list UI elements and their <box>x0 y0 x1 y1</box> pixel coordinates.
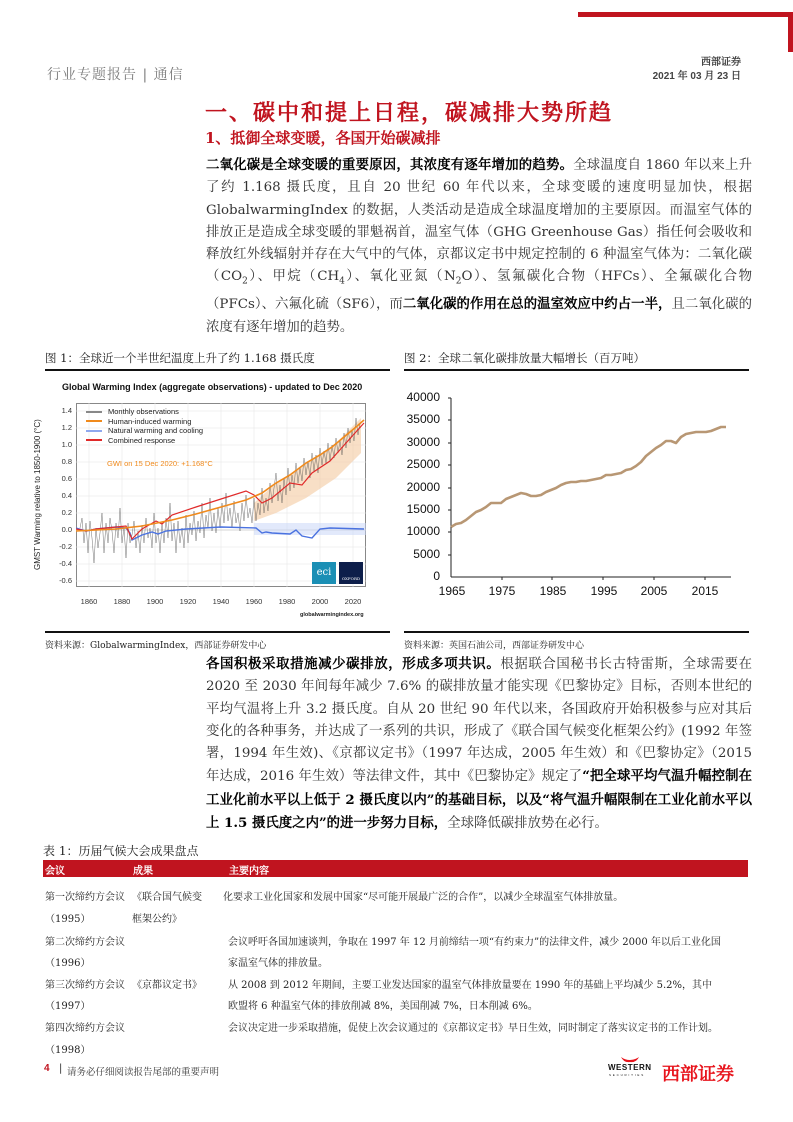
legend-item <box>86 426 203 436</box>
x-tick: 1975 <box>488 584 516 598</box>
table-cell-result: 《京都议定书》 <box>132 980 202 991</box>
subsection-heading: 1、抵御全球变暖，各国开始碳减排 <box>205 129 441 147</box>
legend-item <box>86 417 203 427</box>
y-tick: 0.6 <box>61 474 72 483</box>
paragraph-co2-cause <box>206 154 752 339</box>
logo-brand-cn: 西部证券 <box>662 1064 734 1085</box>
figure2-bottom-rule <box>404 631 749 633</box>
x-tick: 1860 <box>80 597 98 606</box>
legend-swatch-blue <box>86 430 102 432</box>
y-tick: -0.4 <box>59 559 72 568</box>
legend-label: Combined response <box>108 435 176 445</box>
y-tick: 20000 <box>406 480 440 494</box>
x-tick: 2000 <box>311 597 329 606</box>
chart1-legend <box>86 407 203 445</box>
table-cell-meeting: 第三次缔约方会议 <box>45 980 125 991</box>
y-tick: -0.6 <box>59 576 72 585</box>
x-tick: 1985 <box>539 584 567 598</box>
legend-label: Monthly observations <box>108 407 179 417</box>
logo-securities: SECURITIES <box>609 1073 646 1077</box>
oxford-logo: OXFORD <box>339 562 363 584</box>
x-tick: 1960 <box>245 597 263 606</box>
eci-logo: eci <box>312 562 336 584</box>
subscript: 2 <box>455 277 462 288</box>
legend-label: Human-induced warming <box>108 416 192 426</box>
legend-label: Natural warming and cooling <box>108 426 204 436</box>
legend-item <box>86 436 203 446</box>
x-tick: 1980 <box>278 597 296 606</box>
y-tick: 0 <box>433 569 440 583</box>
header-brand: 西部证券 <box>701 57 741 68</box>
y-tick: 25000 <box>406 457 440 471</box>
table-cell-meeting: 第一次缔约方会议 <box>45 892 125 903</box>
y-tick: 30000 <box>406 435 440 449</box>
y-tick: 10000 <box>406 524 440 538</box>
header-accent-bar <box>578 12 793 17</box>
y-tick: 0.8 <box>61 457 72 466</box>
x-tick: 1995 <box>590 584 618 598</box>
chart1-annotation: GWI on 15 Dec 2020: +1.168°C <box>107 459 213 468</box>
x-tick: 2015 <box>691 584 719 598</box>
table-header-meeting: 会议 <box>45 866 65 877</box>
table-cell-meeting: 第二次缔约方会议 <box>45 937 125 948</box>
y-tick: 35000 <box>406 412 440 426</box>
figure1-source: 资料来源：GlobalwarmingIndex，西部证券研发中心 <box>45 641 267 651</box>
logo-western: WESTERN <box>608 1063 652 1072</box>
x-tick: 1920 <box>179 597 197 606</box>
disclaimer-note: 请务必仔细阅读报告尾部的重要声明 <box>67 1067 220 1078</box>
table-cell-result: 框架公约》 <box>132 914 182 925</box>
paragraph-text: ）、甲烷（CH <box>247 269 340 285</box>
legend-swatch-gray <box>86 411 102 413</box>
section-heading: 一、碳中和提上日程，碳减排大势所趋 <box>205 100 614 126</box>
table-cell-result: 《联合国气候变 <box>132 892 202 903</box>
table-header-content: 主要内容 <box>229 866 269 877</box>
legend-swatch-red <box>86 439 102 441</box>
paragraph-consensus <box>206 653 752 835</box>
table-cell-meeting: 第四次缔约方会议 <box>45 1023 125 1034</box>
chart1-credit: globalwarmingindex.org <box>300 612 364 618</box>
y-tick: 1.0 <box>61 440 72 449</box>
x-tick: 1900 <box>146 597 164 606</box>
paragraph-text: O）、氢氟碳化合物（HFCs）、全氟碳化合物（PFCs）、六氟化硫（SF6），而 <box>206 269 752 313</box>
page-number: 4 <box>44 1063 50 1074</box>
table-cell-content: 会议呼吁各国加速谈判，争取在 1997 年 12 月前缔结一项“有约束力”的法律文件，减少 2000 年以后工业化国 <box>228 937 721 948</box>
header-accent-bar-vertical <box>788 12 793 52</box>
figure1-bottom-rule <box>45 631 390 633</box>
figure2-caption: 图 2：全球二氧化碳排放量大幅增长（百万吨） <box>404 351 645 365</box>
x-tick: 2020 <box>344 597 362 606</box>
table-cell-meeting-year: （1998） <box>45 1045 91 1056</box>
paragraph-text: 且二氧化碳的浓度有逐年增加的趋势。 <box>206 297 752 335</box>
y-tick: 0.0 <box>61 525 72 534</box>
table-cell-content: 从 2008 到 2012 年期间，主要工业发达国家的温室气体排放量要在 1990 年的基础上平均减少 5.2%，其中 <box>228 980 713 991</box>
chart1-title: Global Warming Index (aggregate observations) - updated to Dec 2020 <box>62 382 363 392</box>
legend-swatch-orange <box>86 420 102 422</box>
y-tick: 15000 <box>406 502 440 516</box>
table1-caption: 表 1：历届气候大会成果盘点 <box>43 844 199 858</box>
figure1-top-rule <box>45 369 390 371</box>
x-tick: 2005 <box>640 584 668 598</box>
chart1-y-axis-label: GMST Warming relative to 1850-1900 (°C) <box>33 419 42 570</box>
subscript: 2 <box>242 277 248 288</box>
figure2-source: 资料来源：英国石油公司，西部证券研发中心 <box>404 641 585 651</box>
table-cell-meeting-year: （1996） <box>45 958 91 969</box>
y-tick: 0.2 <box>61 508 72 517</box>
y-tick: 1.4 <box>61 406 72 415</box>
x-tick: 1940 <box>212 597 230 606</box>
report-date: 2021 年 03 月 23 日 <box>652 71 741 82</box>
y-tick: 40000 <box>406 390 440 404</box>
paragraph-text: 全球温度自 1860 年以来上升了约 1.168 摄氏度，且自 20 世纪 60 年代以来，全球变暖的速度明显加快，根据 GlobalwarmingIndex 的数据，人类活动是造成全球温度增加的主要原因。而温室气体的排放正是造成全球变暖的罪魁祸首，温室气体（GHG Greenhouse Gas）指任何会吸收和释放红外线辐射并存在大气中的气体，京都议定书中规定控制的 6 种温室气体为：二氧化碳（CO <box>206 158 753 285</box>
table-cell-meeting-year: （1995） <box>45 914 91 925</box>
footer-separator: | <box>59 1063 63 1074</box>
paragraph-text: 全球降低碳排放势在必行。 <box>447 816 608 832</box>
x-tick: 1880 <box>113 597 131 606</box>
table-cell-content: 化要求工业化国家和发展中国家“尽可能开展最广泛的合作”，以减少全球温室气体排放量。 <box>223 892 624 903</box>
table-cell-content: 家温室气体的排放量。 <box>228 958 328 969</box>
subscript: 4 <box>339 277 345 288</box>
paragraph-lead: 二氧化碳是全球变暖的重要原因，其浓度有逐年增加的趋势。 <box>206 157 574 173</box>
legend-item <box>86 407 203 417</box>
paragraph-text: 根据联合国秘书长古特雷斯，全球需要在 2020 至 2030 年间每年减少 7.6% 的碳排放量才能实现《巴黎协定》目标，否则本世纪的平均气温将上升 3.2 摄氏度。自从 20 世纪 90 年代以来，各国政府开始积极参与应对其后变化的各种事务，并达成了一系列的共识，形成了《联合国气候变化框架公约》(1992 年签署，1994 年生效)、《京都议定书》（1997 年达成，2005 年生效）和《巴黎协定》（2015 年达成，2016 年生效）等法律文件，其中《巴黎协定》规定了 <box>206 657 753 785</box>
y-tick: 1.2 <box>61 423 72 432</box>
paragraph-text: ）、氧化亚氮（N <box>344 269 456 285</box>
figure1-caption: 图 1：全球近一个半世纪温度上升了约 1.168 摄氏度 <box>45 351 315 365</box>
y-tick: 0.4 <box>61 491 72 500</box>
x-tick: 1965 <box>438 584 466 598</box>
paragraph-emphasis: “把全球平均气温升幅控制在工业化前水平以上低于 2 摄氏度以内”的基础目标，以及“将气温升幅限制在工业化前水平以上 1.5 摄氏度之内”的进一步努力目标， <box>206 768 752 832</box>
table-header-result: 成果 <box>133 866 153 877</box>
chart2-plot <box>448 396 732 580</box>
table-cell-meeting-year: （1997） <box>45 1001 91 1012</box>
y-tick: 5000 <box>413 547 440 561</box>
table1-header-row <box>43 860 748 877</box>
paragraph-lead: 各国积极采取措施减少碳排放，形成多项共识。 <box>206 656 501 672</box>
report-section-label: 行业专题报告 | 通信 <box>47 67 184 83</box>
table-cell-content: 会议决定进一步采取措施，促使上次会议通过的《京都议定书》早日生效，同时制定了落实议定书的工作计划。 <box>228 1023 718 1034</box>
figure2-top-rule <box>404 369 749 371</box>
paragraph-emphasis: 二氧化碳的作用在总的温室效应中约占一半， <box>402 296 672 313</box>
y-tick: -0.2 <box>59 542 72 551</box>
table-cell-content: 欧盟将 6 种温室气体的排放削减 8%，美国削减 7%，日本削减 6%。 <box>228 1001 538 1012</box>
